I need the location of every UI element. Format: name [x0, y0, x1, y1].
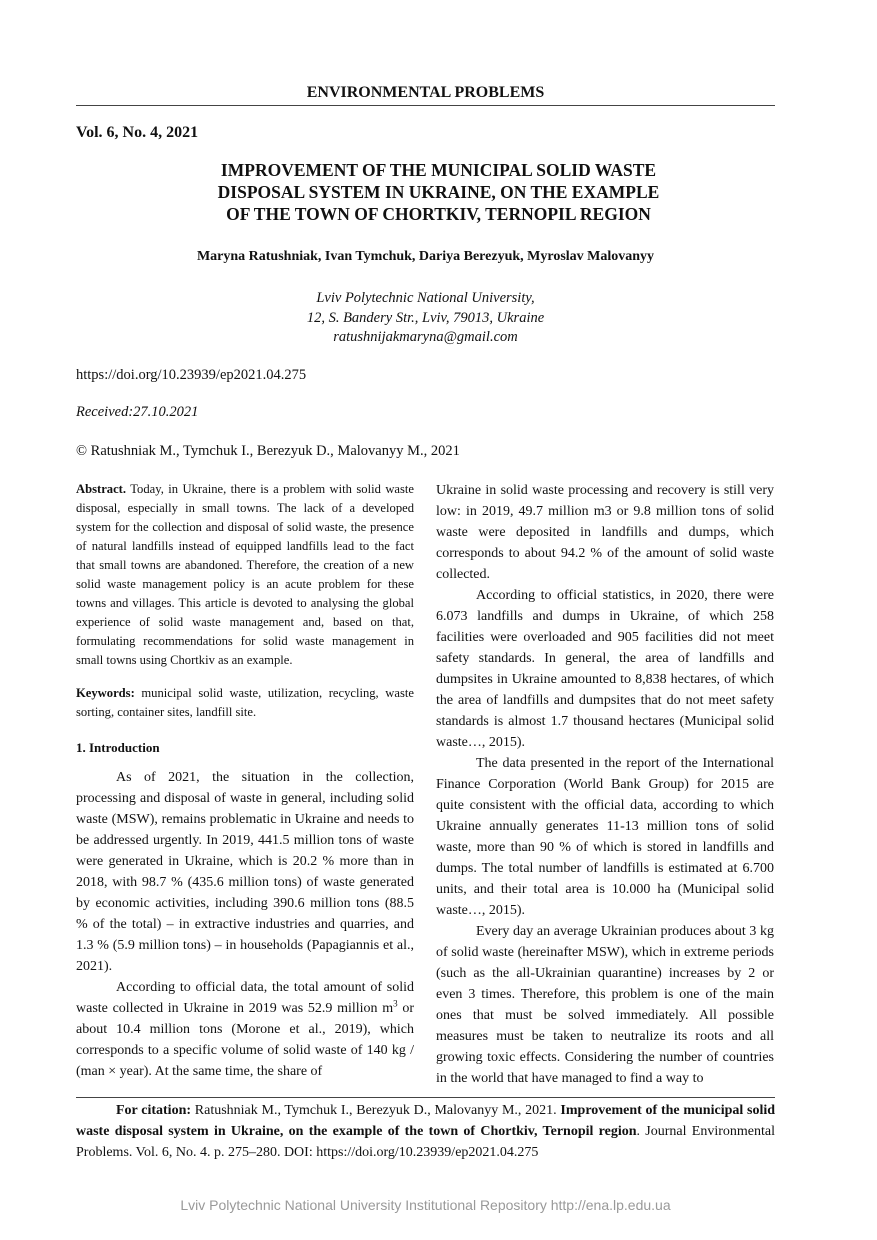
- citation: [76, 1100, 775, 1163]
- citation-rest: . Journal Environmental Problems. Vol. 6, No. 4. p. 275–280. DOI: https://doi.org/10.23939/ep2021.04.275: [76, 1124, 775, 1160]
- received-date: Received:27.10.2021: [76, 404, 199, 420]
- title-line: DISPOSAL SYSTEM IN UKRAINE, ON THE EXAMPLE: [217, 182, 660, 202]
- doi-link[interactable]: https://doi.org/10.23939/ep2021.04.275: [76, 367, 307, 383]
- citation-label: For citation:: [116, 1103, 192, 1118]
- intro-paragraph: [76, 977, 414, 1082]
- right-column: [436, 480, 774, 1089]
- affiliation-university: Lviv Polytechnic National University,: [316, 290, 535, 306]
- affiliation: [76, 289, 775, 348]
- article-title: [130, 159, 747, 225]
- volume-info: Vol. 6, No. 4, 2021: [76, 124, 199, 141]
- title-line: OF THE TOWN OF CHORTKIV, TERNOPIL REGION: [226, 204, 651, 224]
- left-column: [76, 480, 414, 1082]
- paragraph: Every day an average Ukrainian produces about 3 kg of solid waste (hereinafter MSW), which in extreme periods (such as the all-Ukrainian quarantine) increases by 2 or even 3 times. Therefore, this problem is one of the main ones that must be solved immediately. All possible measures must be taken to neutralize its roots and all growing toxic effects. Considering the number of countries in the world that have managed to find a way to: [436, 924, 774, 1086]
- repository-footer[interactable]: Lviv Polytechnic National University Institutional Repository http://ena.lp.edu.ua: [180, 1197, 671, 1213]
- paragraph: The data presented in the report of the International Finance Corporation (World Bank Group) for 2015 are quite consistent with the official data, according to which Ukraine annually generates 11-13 million tons of solid waste, more than 90 % of which is stored in landfills and dumps. The total number of landfills is estimated at 6.700 units, and their total area is 10.000 ha (Municipal solid waste…, 2015).: [436, 756, 774, 918]
- keywords-text: municipal solid waste, utilization, recycling, waste sorting, container sites, landfill site.: [76, 686, 414, 719]
- text-run: or about 10.4 million tons (Morone et al., 2019), which corresponds to a specific volume of solid waste of 140 kg / (man × year). At the same time, the share of: [76, 1001, 414, 1079]
- header-rule: [76, 105, 775, 106]
- intro-paragraph: As of 2021, the situation in the collection, processing and disposal of waste in general, including solid waste (MSW), remains problematic in Ukraine and needs to be addressed urgently. In 2019, 441.5 million tons of waste were generated in Ukraine, which is 20.2 % more than in 2018, with 98.7 % (435.6 million tons) of waste generated by economic activities, including 390.6 million tons (88.5 % of the total) – in extractive industries and quarries, and 1.3 % (5.9 million tons) – in households (Papagiannis et al., 2021).: [76, 770, 414, 974]
- title-line: IMPROVEMENT OF THE MUNICIPAL SOLID WASTE: [220, 160, 657, 180]
- affiliation-email[interactable]: ratushnijakmaryna@gmail.com: [333, 329, 518, 345]
- abstract-label: Abstract.: [76, 482, 127, 496]
- text-run: According to official data, the total amount of solid waste collected in Ukraine in 2019 was 52.9 million m: [76, 980, 414, 1016]
- abstract-text: Today, in Ukraine, there is a problem with solid waste disposal, especially in small towns. The lack of a developed system for the collection and disposal of solid waste, the presence of natural landfills instead of equipped landfills lead to the fact that small towns are abandoned. Therefore, the creation of a new solid waste management policy is an acute problem for these towns and villages. This article is devoted to analysing the global experience of solid waste management and, based on that, formulating recommendations for solid waste management in small towns using Chortkiv as an example.: [76, 482, 414, 667]
- keywords-label: Keywords:: [76, 686, 135, 700]
- authors: Maryna Ratushniak, Ivan Tymchuk, Dariya Berezyuk, Myroslav Malovanyy: [196, 249, 655, 264]
- paragraph: Ukraine in solid waste processing and recovery is still very low: in 2019, 49.7 million m3 or 9.8 million tons of solid waste were deposited in landfills and dumps, which corresponds to about 94.2 % of the amount of solid waste collected.: [436, 483, 774, 582]
- citation-title: Improvement of the municipal solid waste disposal system in Ukraine, on the example of the town of Chortkiv, Ternopil region: [76, 1103, 776, 1139]
- paragraph: According to official statistics, in 2020, there were 6.073 landfills and dumps in Ukraine, of which 258 facilities were overloaded and 905 facilities did not meet safety standards. In general, the area of landfills and dumpsites in Ukraine amounted to 8,838 hectares, of which the area of landfills and dumpsites that do not meet safety standards is almost 1.7 thousand hectares (Municipal solid waste…, 2015).: [436, 588, 774, 750]
- affiliation-address: 12, S. Bandery Str., Lviv, 79013, Ukraine: [306, 309, 545, 326]
- superscript: 3: [393, 998, 398, 1009]
- copyright: © Ratushniak M., Tymchuk I., Berezyuk D., Malovanyy M., 2021: [76, 443, 460, 459]
- abstract: [76, 480, 414, 670]
- citation-rule: [76, 1097, 775, 1098]
- journal-name: ENVIRONMENTAL PROBLEMS: [306, 84, 545, 101]
- section-heading: 1. Introduction: [76, 740, 160, 755]
- keywords: [76, 684, 414, 722]
- citation-authors: Ratushniak M., Tymchuk I., Berezyuk D., Malovanyy M., 2021.: [191, 1103, 561, 1118]
